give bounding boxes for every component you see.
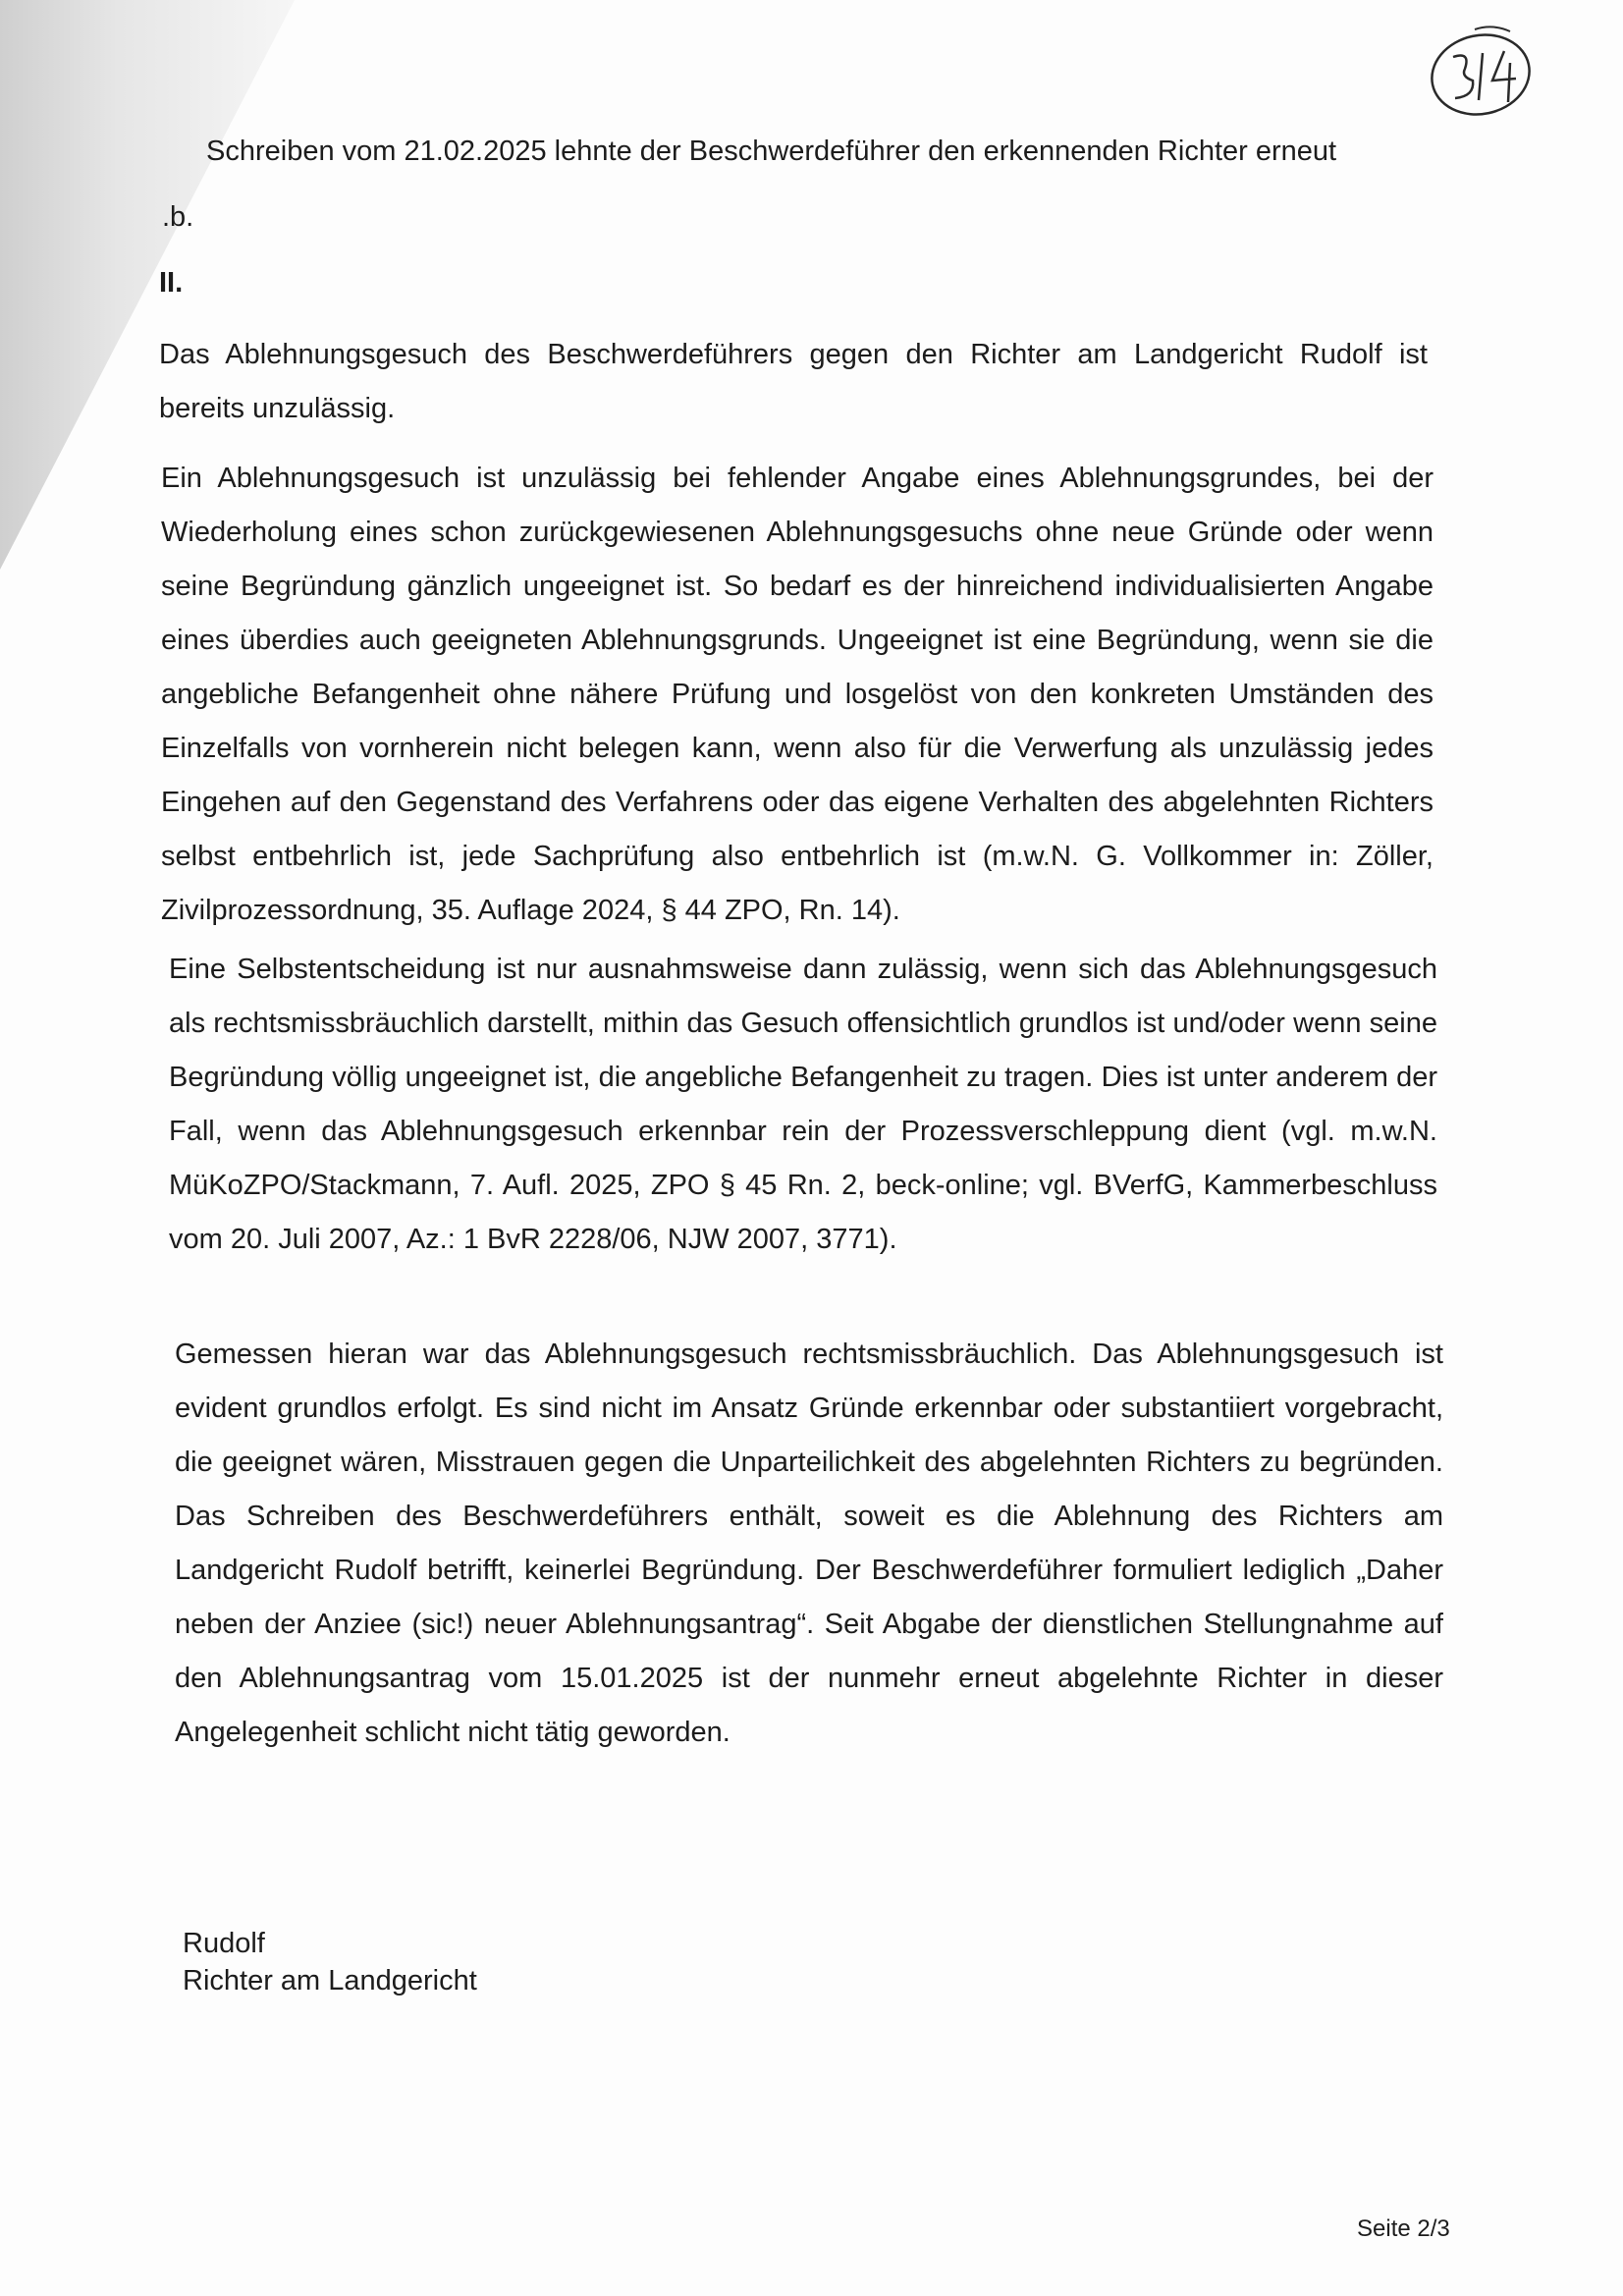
signature-name: Rudolf: [183, 1928, 265, 1959]
handwritten-page-mark: [1414, 18, 1542, 126]
signature-title: Richter am Landgericht: [183, 1965, 477, 1996]
section-heading: II.: [159, 267, 184, 299]
paragraph-1: Das Ablehnungsgesuch des Beschwerdeführers gegen den Richter am Landgericht Rudolf ist bereits unzulässig.: [159, 339, 1428, 424]
paragraph-2: Ein Ablehnungsgesuch ist unzulässig bei fehlender Angabe eines Ablehnungsgrundes, bei der Wiederholung eines schon zurückgewiesenen Ablehnungsgesuchs ohne neue Gründe oder wenn seine Begründung gänzlich ungeeignet ist. So bedarf es der hinreichend individualisierten Angabe eines überdies auch geeigneten Ablehnungsgrunds. Ungeeignet ist eine Begründung, wenn sie die angebliche Befangenheit ohne nähere Prüfung und losgelöst von den konkreten Umständen des Einzelfalls von vornherein nicht belegen kann, wenn also für die Verwerfung als unzulässig jedes Eingehen auf den Gegenstand des Verfahrens oder das eigene Verhalten des abgelehnten Richters selbst entbehrlich ist, jede Sachprüfung also entbehrlich ist (m.w.N. G. Vollkommer in: Zöller, Zivilprozessordnung, 35. Auflage 2024, § 44 ZPO, Rn. 14).: [161, 463, 1434, 926]
signature-block: [183, 1925, 477, 1999]
paragraph-4: Gemessen hieran war das Ablehnungsgesuch rechtsmissbräuchlich. Das Ablehnungsgesuch ist evident grundlos erfolgt. Es sind nicht im Ansatz Gründe erkennbar oder substantiiert vorgebracht, die geeignet wären, Misstrauen gegen die Unparteilichkeit des abgelehnten Richters zu begründen. Das Schreiben des Beschwerdeführers enthält, soweit es die Ablehnung des Richters am Landgericht Rudolf betrifft, keinerlei Begründung. Der Beschwerdeführer formuliert lediglich „Daher neben der Anziee (sic!) neuer Ablehnungsantrag“. Seit Abgabe der dienstlichen Stellungnahme auf den Ablehnungsantrag vom 15.01.2025 ist der nunmehr erneut abgelehnte Richter in dieser Angelegenheit schlicht nicht tätig geworden.: [175, 1339, 1443, 1748]
intro-line-1: Schreiben vom 21.02.2025 lehnte der Beschwerdeführer den erkennenden Richter erneut: [206, 136, 1337, 167]
page-number: Seite 2/3: [1357, 2215, 1450, 2242]
intro-line-2: .b.: [162, 201, 194, 233]
svg-text:3/4: 3/4: [1414, 18, 1416, 19]
paragraph-3: Eine Selbstentscheidung ist nur ausnahmsweise dann zulässig, wenn sich das Ablehnungsgesuch als rechtsmissbräuchlich darstellt, mithin das Gesuch offensichtlich grundlos ist und/oder wenn seine Begründung völlig ungeeignet ist, die angebliche Befangenheit zu tragen. Dies ist unter anderem der Fall, wenn das Ablehnungsgesuch erkennbar rein der Prozessverschleppung dient (vgl. m.w.N. MüKoZPO/Stackmann, 7. Aufl. 2025, ZPO § 45 Rn. 2, beck-online; vgl. BVerfG, Kammerbeschluss vom 20. Juli 2007, Az.: 1 BvR 2228/06, NJW 2007, 3771).: [169, 954, 1437, 1255]
